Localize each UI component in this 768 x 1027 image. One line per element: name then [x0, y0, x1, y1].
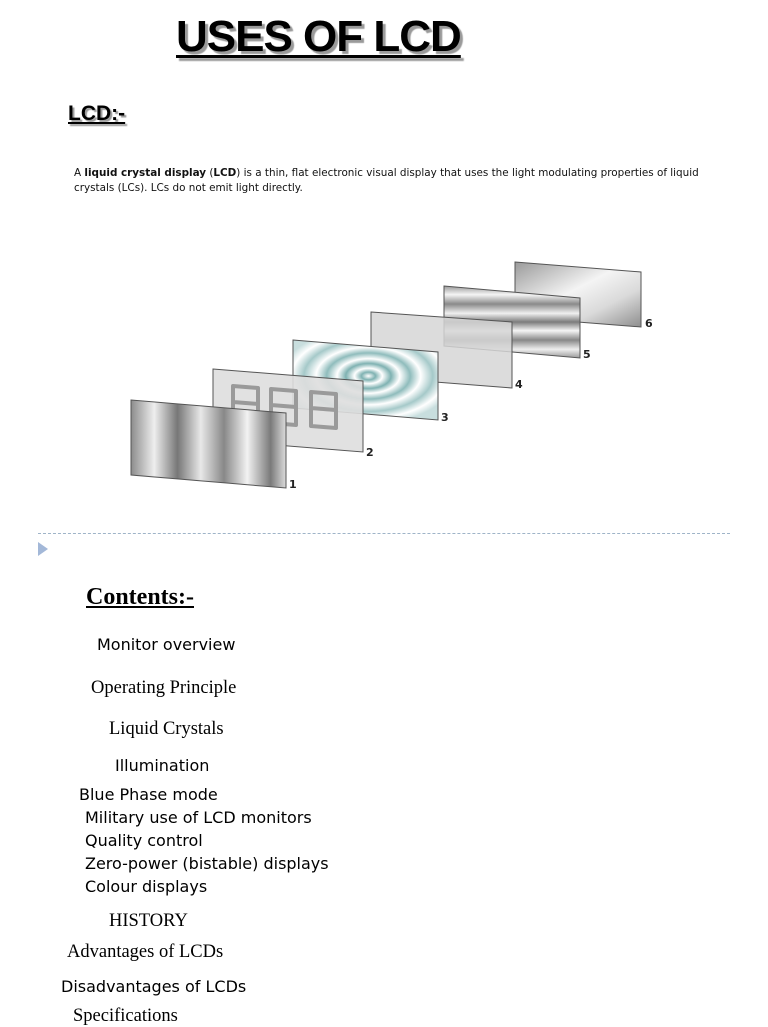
layer-number-6: 6 [645, 317, 653, 330]
contents-item-monitor-overview: Monitor overview [97, 635, 236, 654]
intro-lead: A [74, 167, 85, 179]
intro-term: liquid crystal display [84, 167, 207, 179]
contents-item-blue-phase-mode: Blue Phase mode [79, 785, 218, 804]
layer-number-1: 1 [289, 478, 297, 491]
contents-heading: Contents:- [86, 584, 194, 610]
contents-item-illumination: Illumination [115, 756, 210, 775]
layer-number-4: 4 [515, 378, 523, 391]
bullet-arrow-icon [38, 542, 48, 556]
layer-number-3: 3 [441, 411, 449, 424]
contents-item-military-use: Military use of LCD monitors [85, 808, 312, 827]
layer-number-5: 5 [583, 348, 591, 361]
layer-number-2: 2 [366, 446, 374, 459]
intro-rest: ) is a thin, flat electronic visual display that uses the light modulating properties of liquid crystals (LCs). LCs do not emit light directly. [74, 167, 699, 194]
page-title: USES OF LCD [176, 12, 461, 61]
intro-abbr: LCD [213, 167, 237, 179]
contents-item-specifications: Specifications [73, 1006, 178, 1026]
intro-open-paren: ( [206, 167, 214, 179]
section-heading: LCD:- [68, 102, 126, 125]
contents-item-advantages: Advantages of LCDs [67, 942, 224, 962]
contents-item-zero-power-displays: Zero-power (bistable) displays [85, 854, 329, 873]
contents-item-liquid-crystals: Liquid Crystals [109, 719, 224, 739]
contents-item-colour-displays: Colour displays [85, 877, 208, 896]
contents-item-history: HISTORY [109, 911, 188, 931]
contents-item-operating-principle: Operating Principle [91, 678, 237, 698]
contents-item-quality-control: Quality control [85, 831, 203, 850]
contents-item-disadvantages: Disadvantages of LCDs [61, 977, 247, 996]
section-divider [38, 533, 730, 534]
layer-1-panel [131, 400, 286, 488]
